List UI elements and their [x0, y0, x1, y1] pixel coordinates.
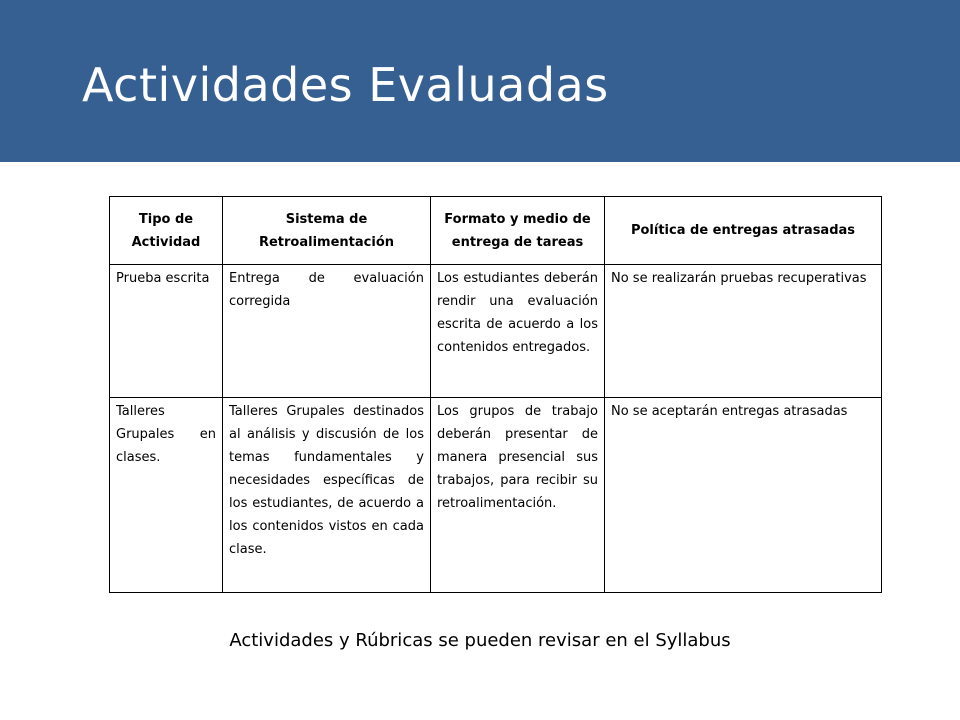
cell-late-policy: No se realizarán pruebas recuperativas [605, 265, 882, 398]
header-late-policy: Política de entregas atrasadas [605, 197, 882, 265]
header-delivery-format: Formato y medio de entrega de tareas [431, 197, 605, 265]
cell-delivery-format: Los grupos de trabajo deberán presentar de manera presencial sus trabajos, para recibir su retroalimentación. [431, 398, 605, 593]
cell-feedback-system: Talleres Grupales destinados al análisis y discusión de los temas fundamentales y necesidades específicas de los estudiantes, de acuerdo a los contenidos vistos en cada clase. [223, 398, 431, 593]
cell-delivery-format: Los estudiantes deberán rendir una evaluación escrita de acuerdo a los contenidos entregados. [431, 265, 605, 398]
table-row [110, 398, 882, 593]
cell-feedback-system: Entrega de evaluación corregida [223, 265, 431, 398]
syllabus-note: Actividades y Rúbricas se pueden revisar en el Syllabus [229, 630, 731, 651]
activities-table [109, 196, 882, 593]
cell-activity-type: Talleres Grupales en clases. [110, 398, 223, 593]
slide-title: Actividades Evaluadas [82, 58, 609, 112]
cell-activity-type: Prueba escrita [110, 265, 223, 398]
table-row [110, 265, 882, 398]
cell-late-policy: No se aceptarán entregas atrasadas [605, 398, 882, 593]
header-activity-type: Tipo de Actividad [110, 197, 223, 265]
table-header-row [110, 197, 882, 265]
header-feedback-system: Sistema de Retroalimentación [223, 197, 431, 265]
title-banner [0, 0, 960, 162]
